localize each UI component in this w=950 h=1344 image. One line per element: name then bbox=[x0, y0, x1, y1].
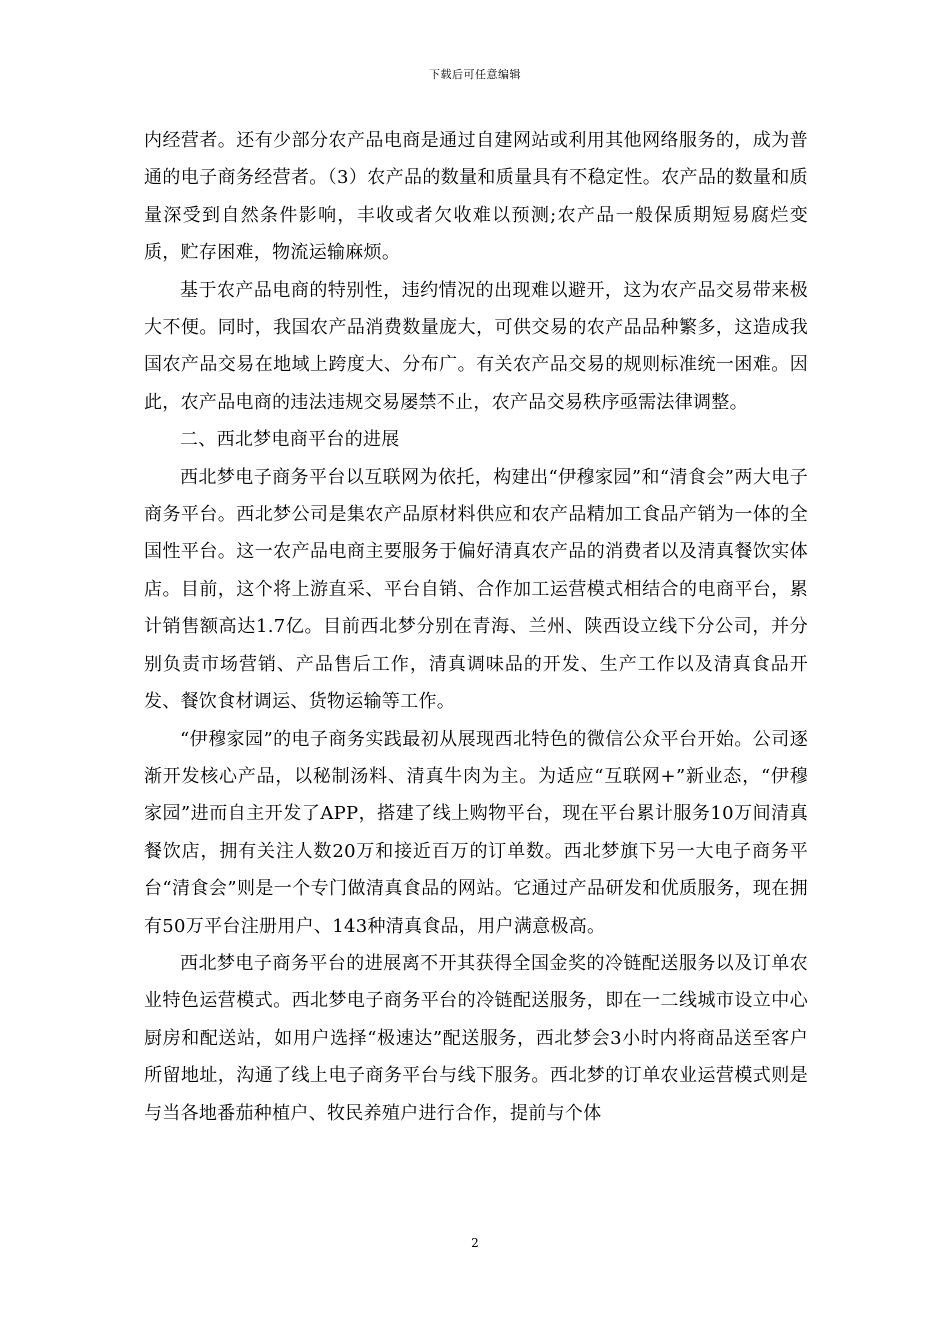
paragraph-1: 内经营者。还有少部分农产品电商是通过自建网站或利用其他网络服务的，成为普通的电子商务经营者。（3）农产品的数量和质量具有不稳定性。农产品的数量和质量深受到自然条件影响，丰收或者欠收难以预测;农产品一般保质期短易腐烂变质，贮存困难，物流运输麻烦。 bbox=[144, 130, 808, 264]
page-header-note: 下载后可任意编辑 bbox=[429, 68, 521, 81]
page-number: 2 bbox=[471, 1236, 479, 1250]
section-heading: 二、西北梦电商平台的进展 bbox=[180, 429, 400, 451]
document-body bbox=[144, 122, 808, 1132]
paragraph-4: “伊穆家园”的电子商务实践最初从展现西北特色的微信公众平台开始。公司逐渐开发核心产品，以秘制汤料、清真牛肉为主。为适应“互联网+”新业态，“伊穆家园”进而自主开发了APP，搭建了线上购物平台，现在平台累计服务10万间清真餐饮店，拥有关注人数20万和接近百万的订单数。西北梦旗下另一大电子商务平台“清食会”则是一个专门做清真食品的网站。它通过产品研发和优质服务，现在拥有50万平台注册用户、143种清真食品，用户满意极高。 bbox=[144, 728, 808, 937]
paragraph-3: 西北梦电子商务平台以互联网为依托，构建出“伊穆家园”和“清食会”两大电子商务平台。西北梦公司是集农产品原材料供应和农产品精加工食品产销为一体的全国性平台。这一农产品电商主要服务于偏好清真农产品的消费者以及清真餐饮实体店。目前，这个将上游直采、平台自销、合作加工运营模式相结合的电商平台，累计销售额高达1.7亿。目前西北梦分别在青海、兰州、陕西设立线下分公司，并分别负责市场营销、产品售后工作，清真调味品的开发、生产工作以及清真食品开发、餐饮食材调运、货物运输等工作。 bbox=[144, 466, 808, 713]
paragraph-5: 西北梦电子商务平台的进展离不开其获得全国金奖的冷链配送服务以及订单农业特色运营模式。西北梦电子商务平台的冷链配送服务，即在一二线城市设立中心厨房和配送站，如用户选择“极速达”配送服务，西北梦会3小时内将商品送至客户所留地址，沟通了线上电子商务平台与线下服务。西北梦的订单农业运营模式则是与当各地番茄种植户、牧民养殖户进行合作，提前与个体 bbox=[144, 952, 808, 1124]
paragraph-2: 基于农产品电商的特别性，违约情况的出现难以避开，这为农产品交易带来极大不便。同时，我国农产品消费数量庞大，可供交易的农产品品种繁多，这造成我国农产品交易在地域上跨度大、分布广。有关农产品交易的规则标准统一困难。因此，农产品电商的违法违规交易屡禁不止，农产品交易秩序亟需法律调整。 bbox=[144, 279, 808, 413]
